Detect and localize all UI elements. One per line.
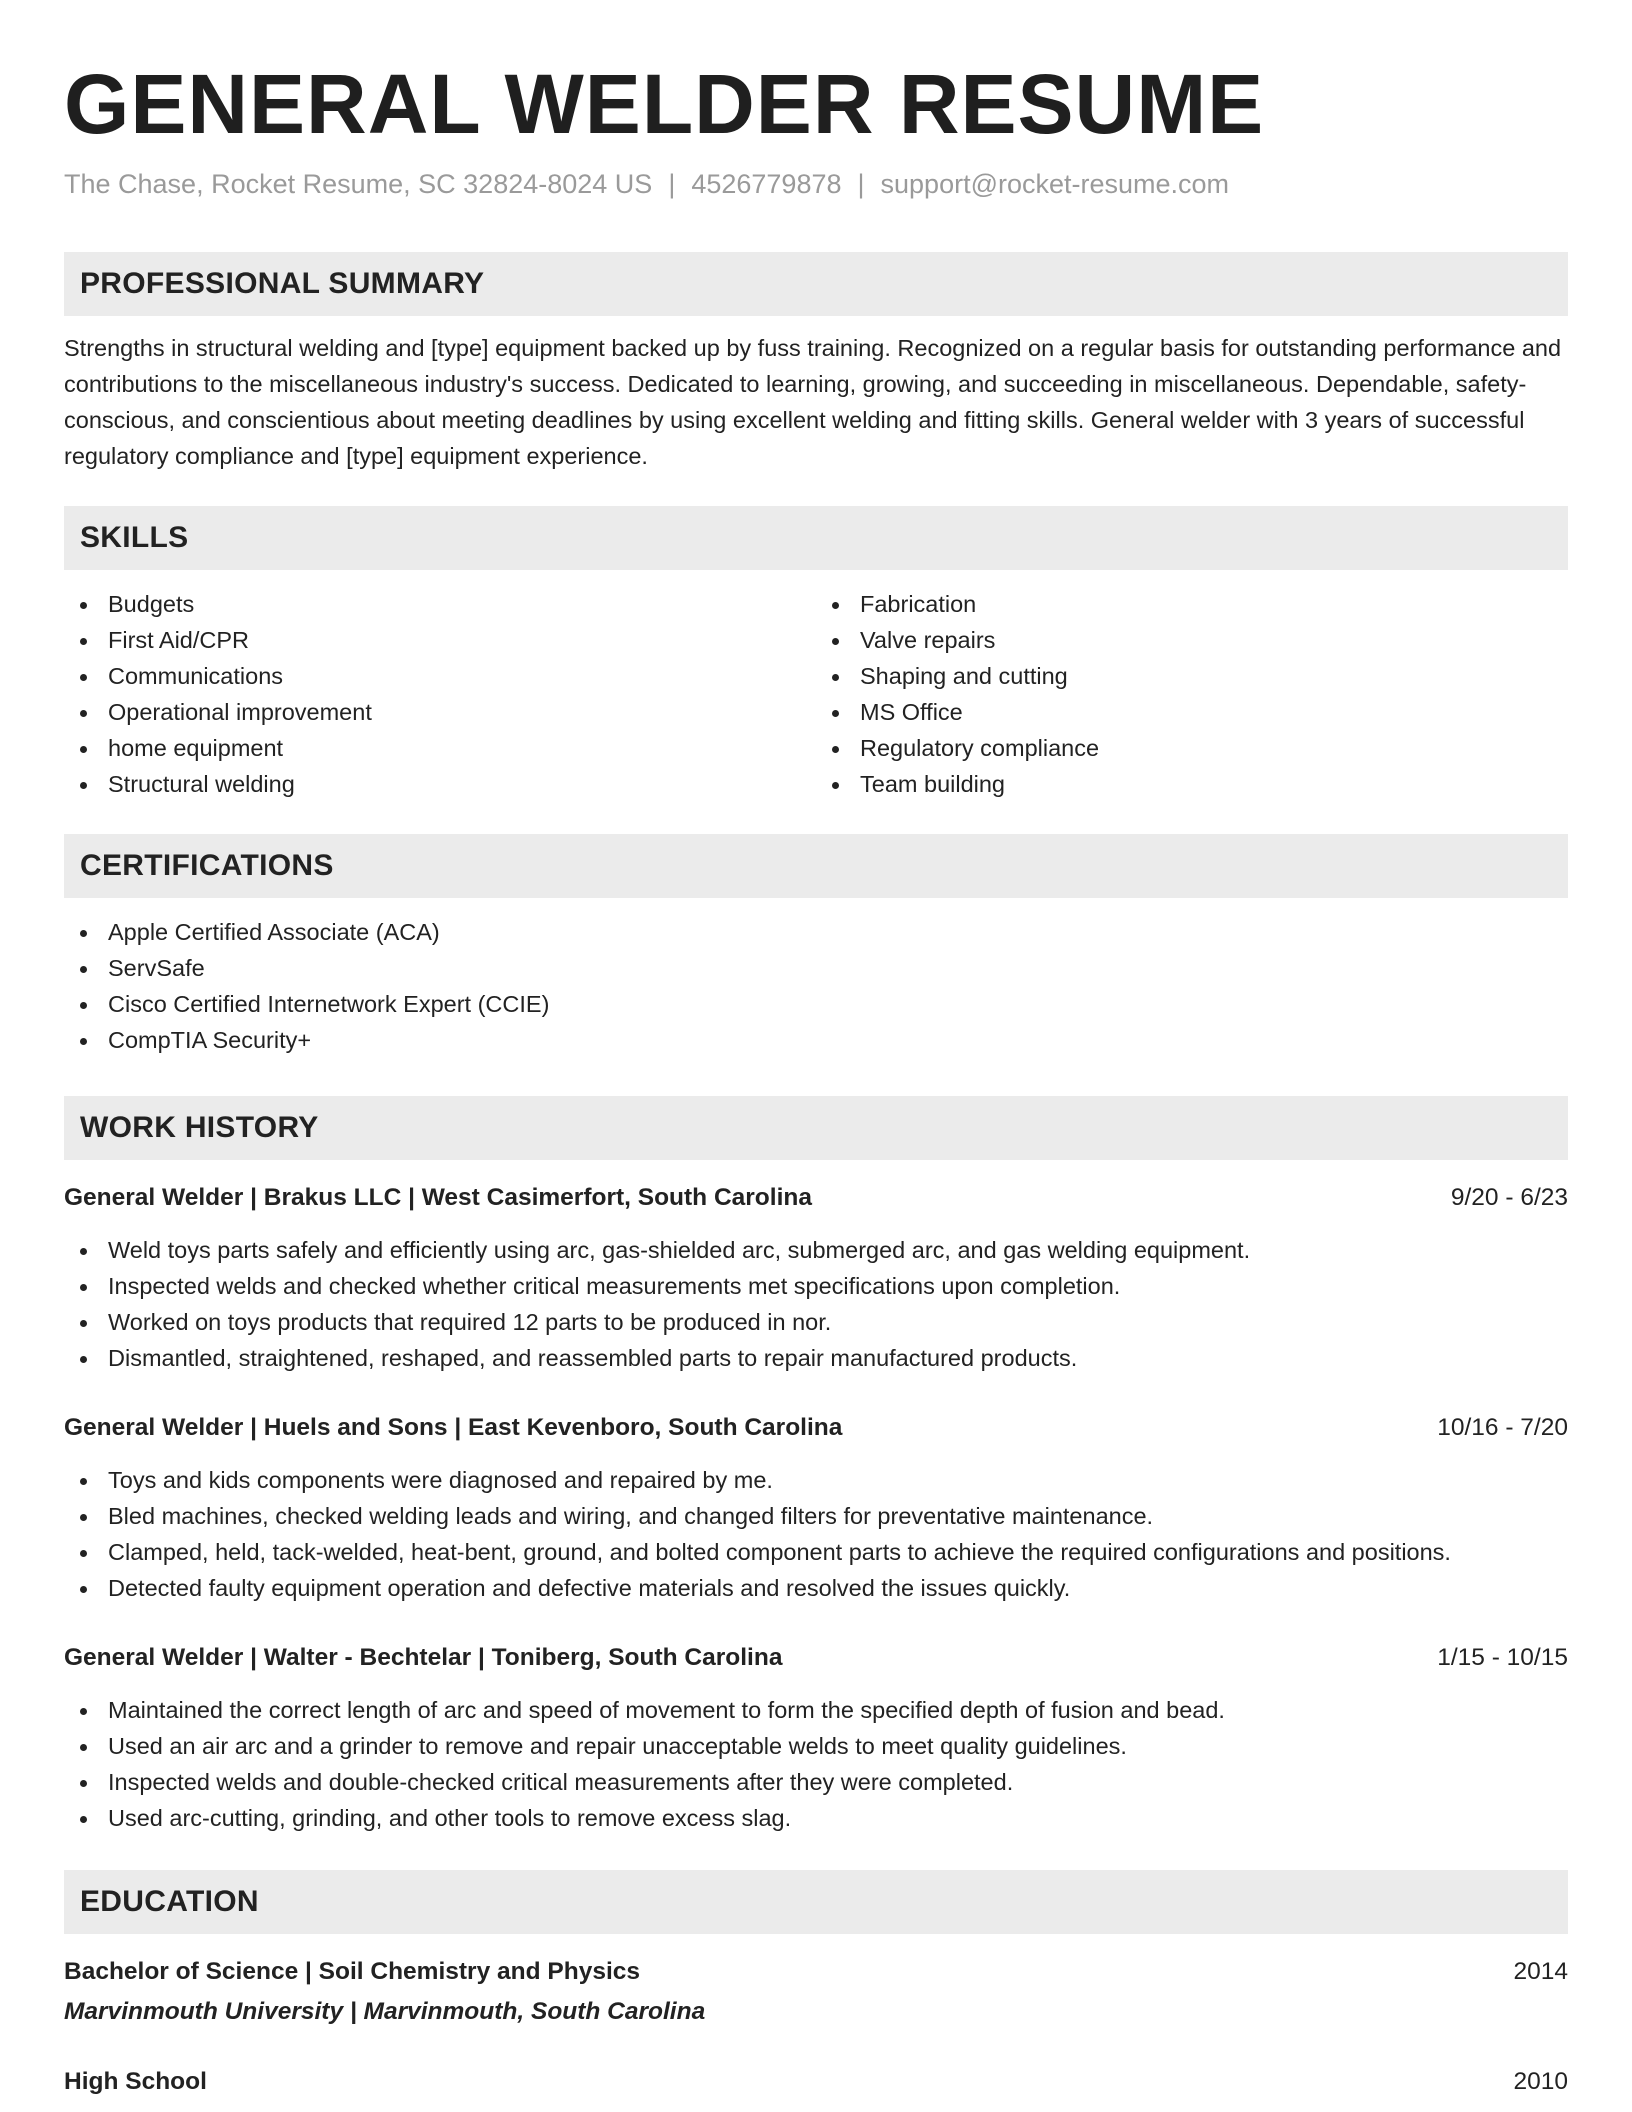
job-title: General Welder | Walter - Bechtelar | Toniberg, South Carolina: [64, 1644, 783, 1671]
skill-item: Communications: [64, 658, 816, 694]
certification-item: CompTIA Security+: [64, 1022, 1568, 1058]
contact-email: support@rocket-resume.com: [880, 169, 1230, 199]
job-entry: [64, 1410, 1568, 1606]
education-year: 2010: [1513, 2068, 1568, 2095]
job-duty: Inspected welds and double-checked critical measurements after they were completed.: [64, 1764, 1568, 1800]
skill-item: First Aid/CPR: [64, 622, 816, 658]
contact-separator: |: [668, 169, 676, 199]
job-duties: [64, 1692, 1568, 1836]
job-duty: Clamped, held, tack-welded, heat-bent, ground, and bolted component parts to achieve the required configurations and positions.: [64, 1534, 1568, 1570]
certifications-list: [64, 914, 1568, 1058]
job-duty: Used arc-cutting, grinding, and other tools to remove excess slag.: [64, 1800, 1568, 1836]
job-duty: Maintained the correct length of arc and speed of movement to form the specified depth of fusion and bead.: [64, 1692, 1568, 1728]
skill-item: Shaping and cutting: [816, 658, 1568, 694]
certification-item: Cisco Certified Internetwork Expert (CCIE): [64, 986, 1568, 1022]
certification-item: ServSafe: [64, 950, 1568, 986]
skill-item: Regulatory compliance: [816, 730, 1568, 766]
summary-text: Strengths in structural welding and [type] equipment backed up by fuss training. Recognized on a regular basis for outstanding performance and contributions to the miscellaneous industry's success. Dedicated to learning, growing, and succeeding in miscellaneous. Dependable, safety-conscious, and conscientious about meeting deadlines by using excellent welding and fitting skills. General welder with 3 years of successful regulatory compliance and [type] equipment experience.: [64, 335, 1562, 469]
job-dates: 10/16 - 7/20: [1437, 1414, 1568, 1441]
job-duty: Weld toys parts safely and efficiently using arc, gas-shielded arc, submerged arc, and gas welding equipment.: [64, 1232, 1568, 1268]
job-duty: Detected faulty equipment operation and defective materials and resolved the issues quickly.: [64, 1570, 1568, 1606]
skills-list: [64, 586, 1568, 802]
skill-item: Team building: [816, 766, 1568, 802]
work-history-heading: WORK HISTORY: [64, 1096, 1568, 1160]
job-dates: 9/20 - 6/23: [1450, 1184, 1568, 1211]
education-header: [64, 1954, 1568, 1990]
skills-column-left: [64, 586, 816, 802]
resume-title: GENERAL WELDER RESUME: [64, 57, 1265, 151]
skill-item: Operational improvement: [64, 694, 816, 730]
job-header: [64, 1410, 1568, 1446]
job-duty: Worked on toys products that required 12 parts to be produced in nor.: [64, 1304, 1568, 1340]
job-title: General Welder | Brakus LLC | West Casimerfort, South Carolina: [64, 1184, 812, 1211]
education-year: 2014: [1513, 1958, 1568, 1985]
education-degree: Bachelor of Science | Soil Chemistry and Physics: [64, 1958, 641, 1985]
job-dates: 1/15 - 10/15: [1437, 1644, 1568, 1671]
education-header: [64, 2064, 1568, 2100]
job-duty: Toys and kids components were diagnosed and repaired by me.: [64, 1462, 1568, 1498]
contact-address: The Chase, Rocket Resume, SC 32824-8024 US: [64, 169, 653, 199]
certification-item: Apple Certified Associate (ACA): [64, 914, 1568, 950]
contact-line: [64, 166, 1568, 202]
skills-column-right: [816, 586, 1568, 802]
skill-item: Valve repairs: [816, 622, 1568, 658]
skill-item: Fabrication: [816, 586, 1568, 622]
certifications-heading: CERTIFICATIONS: [64, 834, 1568, 898]
job-duty: Used an air arc and a grinder to remove and repair unacceptable welds to meet quality guidelines.: [64, 1728, 1568, 1764]
skills-heading: SKILLS: [64, 506, 1568, 570]
skill-item: Structural welding: [64, 766, 816, 802]
job-entry: [64, 1640, 1568, 1836]
skill-item: home equipment: [64, 730, 816, 766]
contact-phone: 4526779878: [691, 169, 842, 199]
job-entry: [64, 1180, 1568, 1376]
job-duty: Bled machines, checked welding leads and wiring, and changed filters for preventative maintenance.: [64, 1498, 1568, 1534]
contact-separator: |: [857, 169, 865, 199]
education-entry: [64, 1954, 1568, 2030]
job-duty: Inspected welds and checked whether critical measurements met specifications upon completion.: [64, 1268, 1568, 1304]
education-entry: [64, 2064, 1568, 2100]
education-school: Marvinmouth University | Marvinmouth, South Carolina: [64, 1998, 706, 2025]
summary-heading: PROFESSIONAL SUMMARY: [64, 252, 1568, 316]
job-title: General Welder | Huels and Sons | East Kevenboro, South Carolina: [64, 1414, 843, 1441]
job-header: [64, 1180, 1568, 1216]
skill-item: MS Office: [816, 694, 1568, 730]
job-duties: [64, 1462, 1568, 1606]
job-header: [64, 1640, 1568, 1676]
job-duty: Dismantled, straightened, reshaped, and reassembled parts to repair manufactured products.: [64, 1340, 1568, 1376]
education-degree: High School: [64, 2068, 207, 2095]
skill-item: Budgets: [64, 586, 816, 622]
education-heading: EDUCATION: [64, 1870, 1568, 1934]
job-duties: [64, 1232, 1568, 1376]
